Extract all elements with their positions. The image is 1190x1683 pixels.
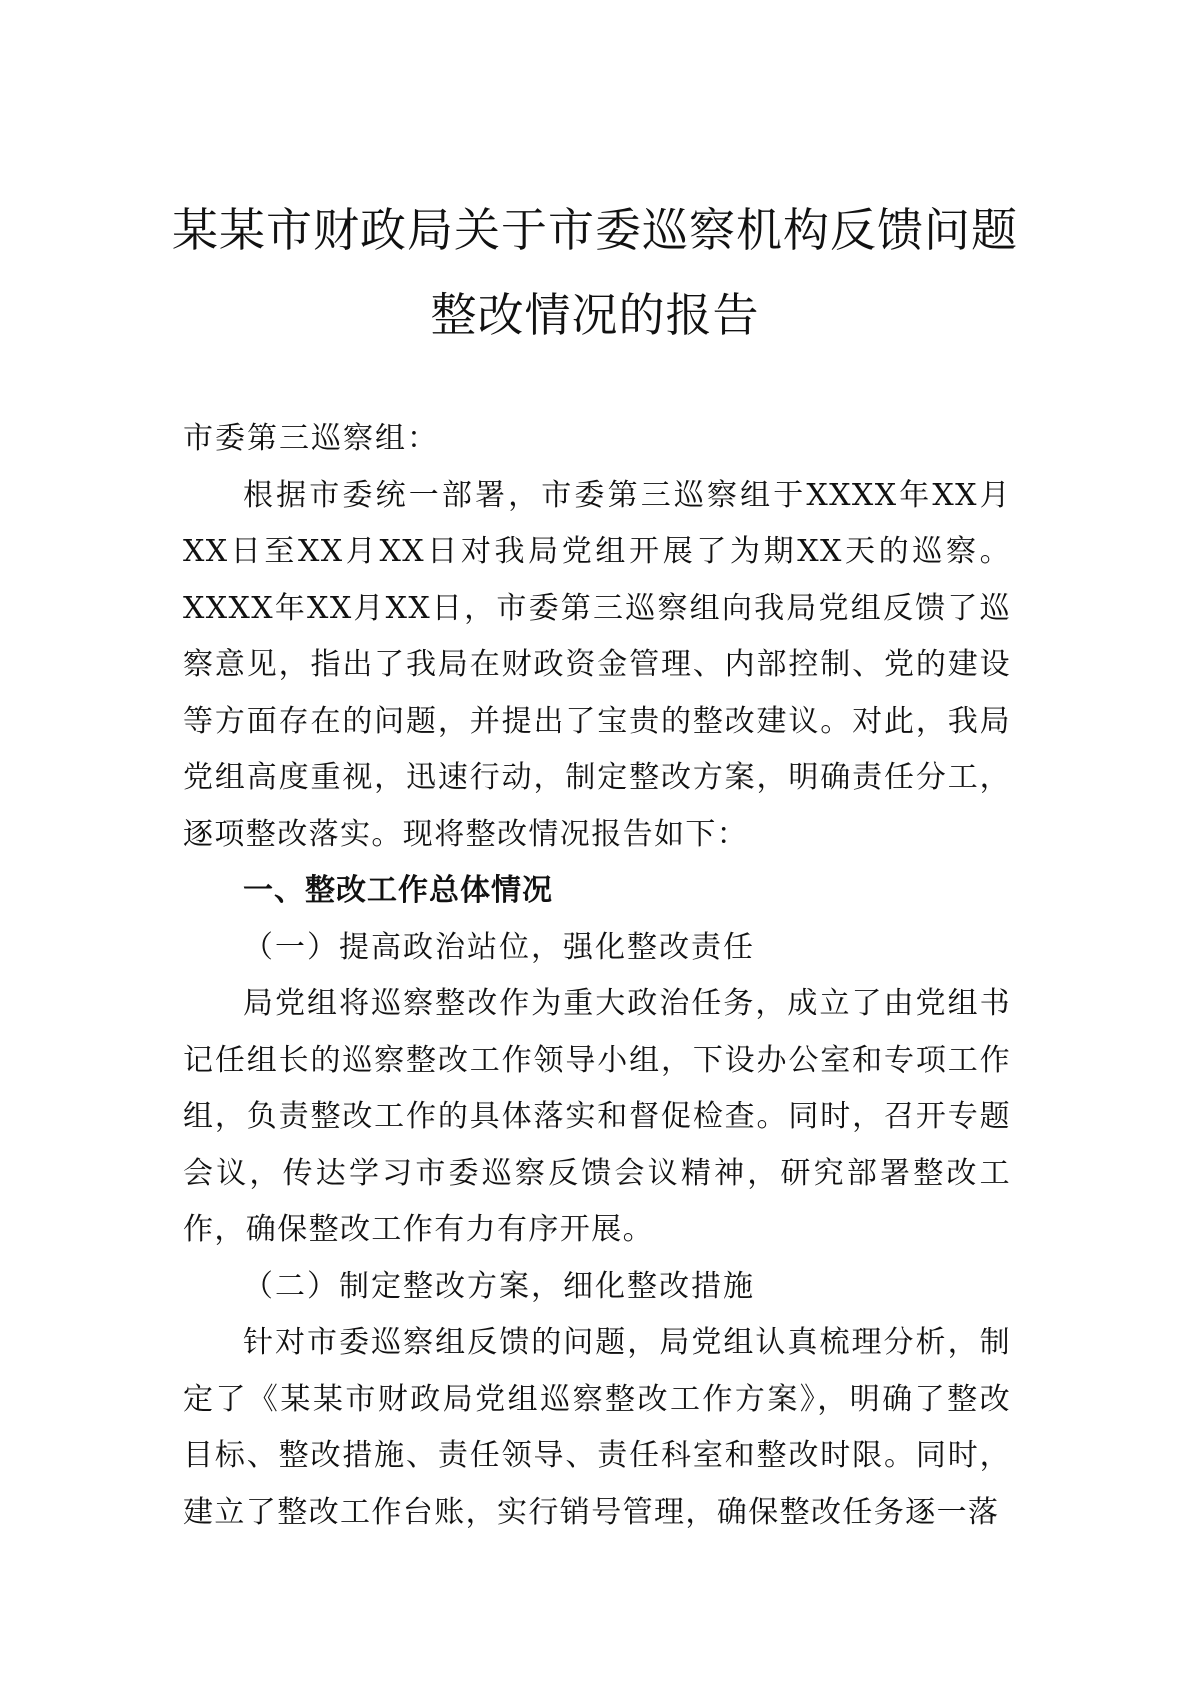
- subsection-2-heading: （二）制定整改方案，细化整改措施: [243, 1268, 755, 1304]
- document-body: [183, 411, 1011, 1541]
- subsection-1-heading: （一）提高政治站位，强化整改责任: [243, 929, 755, 965]
- intro-paragraph: 根据市委统一部署，市委第三巡察组于XXXX年XX月XX日至XX月XX日对我局党组开展了为期XX天的巡察。XXXX年XX月XX日，市委第三巡察组向我局党组反馈了巡察意见，指出了我局在财政资金管理、内部控制、党的建设等方面存在的问题，并提出了宝贵的整改建议。对此，我局党组高度重视，迅速行动，制定整改方案，明确责任分工，逐项整改落实。现将整改情况报告如下：: [183, 477, 1011, 852]
- salutation: 市委第三巡察组：: [183, 421, 439, 456]
- document-title-line-1: 某某市财政局关于市委巡察机构反馈问题: [172, 203, 1018, 257]
- subsection-2-paragraph: 针对市委巡察组反馈的问题，局党组认真梳理分析，制定了《某某市财政局党组巡察整改工作方案》，明确了整改目标、整改措施、责任领导、责任科室和整改时限。同时，建立了整改工作台账，实行销号管理，确保整改任务逐一落: [183, 1325, 1011, 1530]
- document-title-line-2: 整改情况的报告: [430, 288, 760, 342]
- section-1-heading: 一、整改工作总体情况: [243, 873, 553, 908]
- subsection-1-paragraph: 局党组将巡察整改作为重大政治任务，成立了由党组书记任组长的巡察整改工作领导小组，下设办公室和专项工作组，负责整改工作的具体落实和督促检查。同时，召开专题会议，传达学习市委巡察反馈会议精神，研究部署整改工作，确保整改工作有力有序开展。: [183, 986, 1011, 1247]
